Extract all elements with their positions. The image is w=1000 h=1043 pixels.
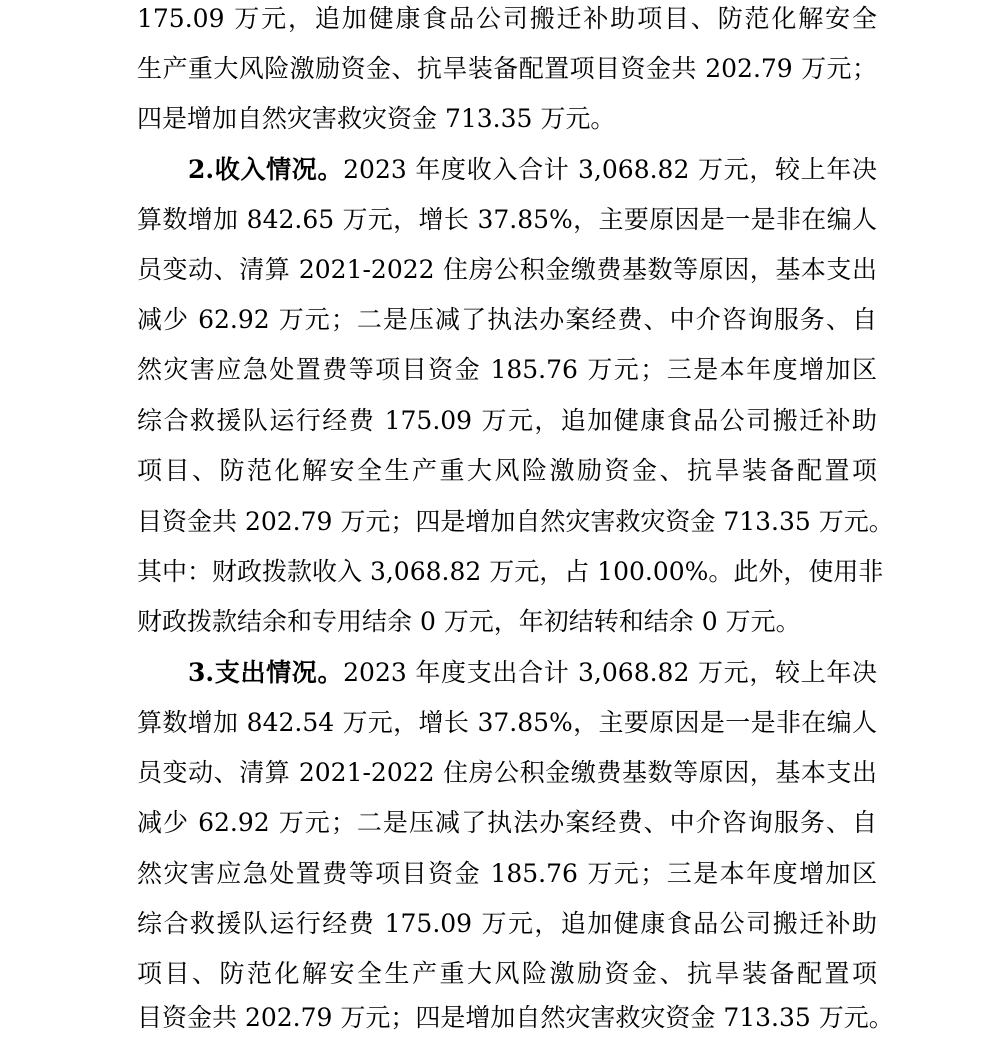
paragraph-line: 员变动、清算 2021-2022 住房公积金缴费基数等原因，基本支出 xyxy=(137,758,877,787)
paragraph-line: 项目、防范化解安全生产重大风险激励资金、抗旱装备配置项 xyxy=(137,456,877,485)
paragraph-line: 然灾害应急处置费等项目资金 185.76 万元；三是本年度增加区 xyxy=(137,355,877,384)
paragraph-line: 175.09 万元，追加健康食品公司搬迁补助项目、防范化解安全 xyxy=(137,4,877,33)
paragraph-line: 生产重大风险激励资金、抗旱装备配置项目资金共 202.79 万元； xyxy=(137,54,877,83)
section-heading-line-income xyxy=(188,145,877,195)
paragraph-line: 算数增加 842.65 万元，增长 37.85%，主要原因是一是非在编人 xyxy=(137,205,877,234)
paragraph-line: 四是增加自然灾害救灾资金 713.35 万元。 xyxy=(137,104,616,133)
paragraph-line: 综合救援队运行经费 175.09 万元，追加健康食品公司搬迁补助 xyxy=(137,406,877,435)
paragraph-line: 综合救援队运行经费 175.09 万元，追加健康食品公司搬迁补助 xyxy=(137,909,877,938)
paragraph-text: 2023 年度收入合计 3,068.82 万元，较上年决 xyxy=(343,155,878,184)
paragraph-line: 算数增加 842.54 万元，增长 37.85%，主要原因是一是非在编人 xyxy=(137,708,877,737)
paragraph-line: 目资金共 202.79 万元；四是增加自然灾害救灾资金 713.35 万元。 xyxy=(137,1003,894,1032)
paragraph-line: 其中：财政拨款收入 3,068.82 万元，占 100.00%。此外，使用非 xyxy=(137,557,884,586)
paragraph-text: 2023 年度支出合计 3,068.82 万元，较上年决 xyxy=(343,658,878,687)
section-heading-expenditure: 3.支出情况。 xyxy=(188,658,344,687)
paragraph-line: 减少 62.92 万元；二是压减了执法办案经费、中介咨询服务、自 xyxy=(137,808,877,837)
paragraph-line: 然灾害应急处置费等项目资金 185.76 万元；三是本年度增加区 xyxy=(137,859,877,888)
paragraph-line: 财政拨款结余和专用结余 0 万元，年初结转和结余 0 万元。 xyxy=(137,607,801,636)
paragraph-line: 目资金共 202.79 万元；四是增加自然灾害救灾资金 713.35 万元。 xyxy=(137,507,894,536)
paragraph-line: 项目、防范化解安全生产重大风险激励资金、抗旱装备配置项 xyxy=(137,959,877,988)
paragraph-line: 减少 62.92 万元；二是压减了执法办案经费、中介咨询服务、自 xyxy=(137,305,877,334)
section-heading-income: 2.收入情况。 xyxy=(188,155,344,184)
section-heading-line-expenditure xyxy=(188,648,877,698)
paragraph-line: 员变动、清算 2021-2022 住房公积金缴费基数等原因，基本支出 xyxy=(137,255,877,284)
